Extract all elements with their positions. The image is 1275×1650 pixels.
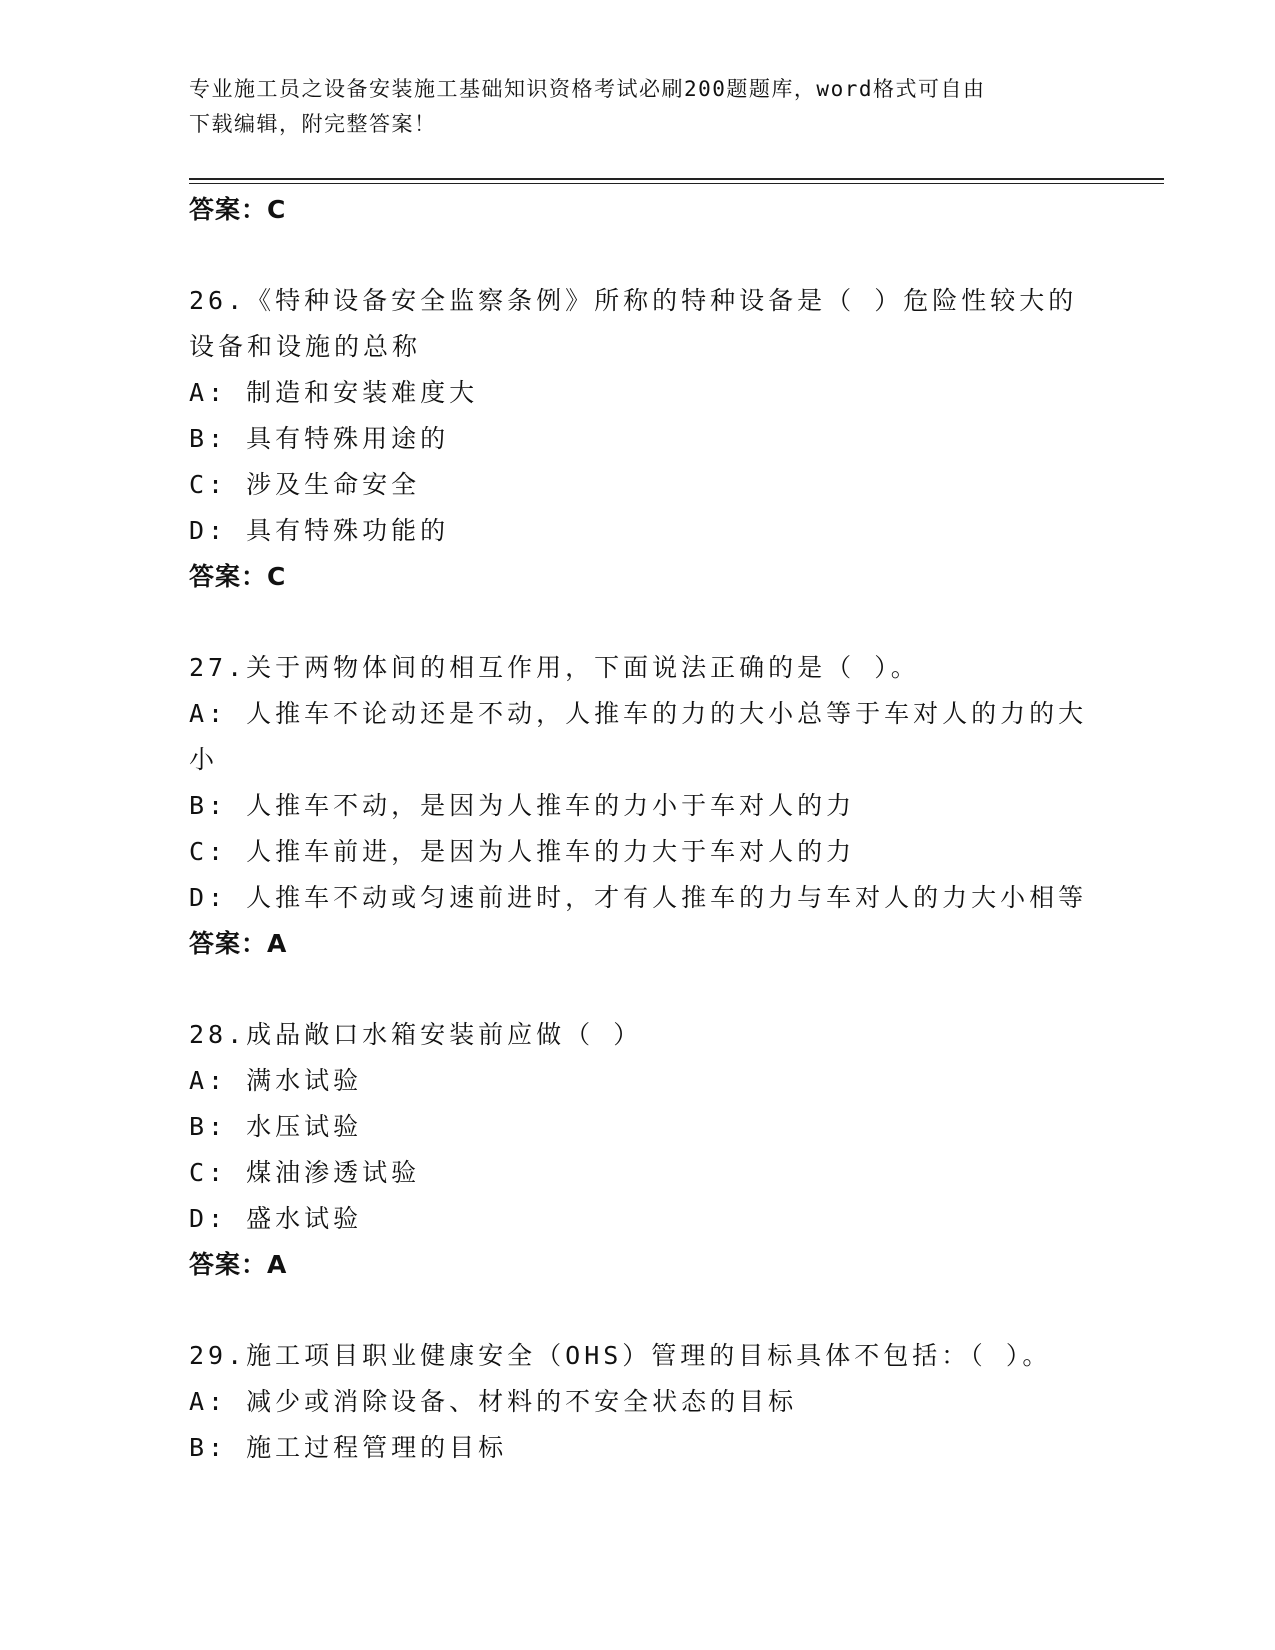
option-d: D: 人推车不动或匀速前进时，才有人推车的力与车对人的力大小相等 (189, 883, 1088, 912)
option-b: B: 水压试验 (189, 1112, 363, 1141)
answer-value: C (267, 195, 287, 224)
question-text: 26.《特种设备安全监察条例》所称的特种设备是（ ）危险性较大的设备和设施的总称 (189, 286, 1078, 361)
question-list (189, 187, 1089, 1471)
option-a: A: 人推车不论动还是不动，人推车的力的大小总等于车对人的力的大小 (189, 699, 1088, 774)
option-a: A: 满水试验 (189, 1066, 363, 1095)
answer: 答案：A (189, 929, 288, 958)
option-c: C: 涉及生命安全 (189, 470, 421, 499)
question-text: 28.成品敞口水箱安装前应做（ ） (189, 1020, 643, 1049)
question-29 (189, 1333, 1089, 1471)
option-d: D: 具有特殊功能的 (189, 516, 450, 545)
header-rule-thick (189, 178, 1164, 180)
option-a: A: 制造和安装难度大 (189, 378, 479, 407)
question-26 (189, 278, 1089, 600)
previous-answer (189, 187, 1089, 233)
option-b: B: 施工过程管理的目标 (189, 1433, 508, 1462)
option-d: D: 盛水试验 (189, 1204, 363, 1233)
question-28 (189, 1012, 1089, 1288)
header-line-2: 下载编辑，附完整答案！ (189, 112, 437, 136)
question-text: 27.关于两物体间的相互作用，下面说法正确的是（ ）。 (189, 653, 920, 682)
answer: 答案：A (189, 1250, 288, 1279)
option-a: A: 减少或消除设备、材料的不安全状态的目标 (189, 1387, 798, 1416)
option-b: B: 人推车不动，是因为人推车的力小于车对人的力 (189, 791, 856, 820)
header-rule-thin (189, 183, 1164, 184)
option-b: B: 具有特殊用途的 (189, 424, 450, 453)
answer: 答案：C (189, 562, 287, 591)
question-text: 29.施工项目职业健康安全（OHS）管理的目标具体不包括：（ ）。 (189, 1341, 1052, 1370)
header-line-1: 专业施工员之设备安装施工基础知识资格考试必刷200题题库，word格式可自由 (189, 77, 986, 101)
document-header (189, 72, 1089, 142)
option-c: C: 人推车前进，是因为人推车的力大于车对人的力 (189, 837, 856, 866)
question-27 (189, 645, 1089, 967)
option-c: C: 煤油渗透试验 (189, 1158, 421, 1187)
answer-label: 答案： (189, 195, 268, 224)
